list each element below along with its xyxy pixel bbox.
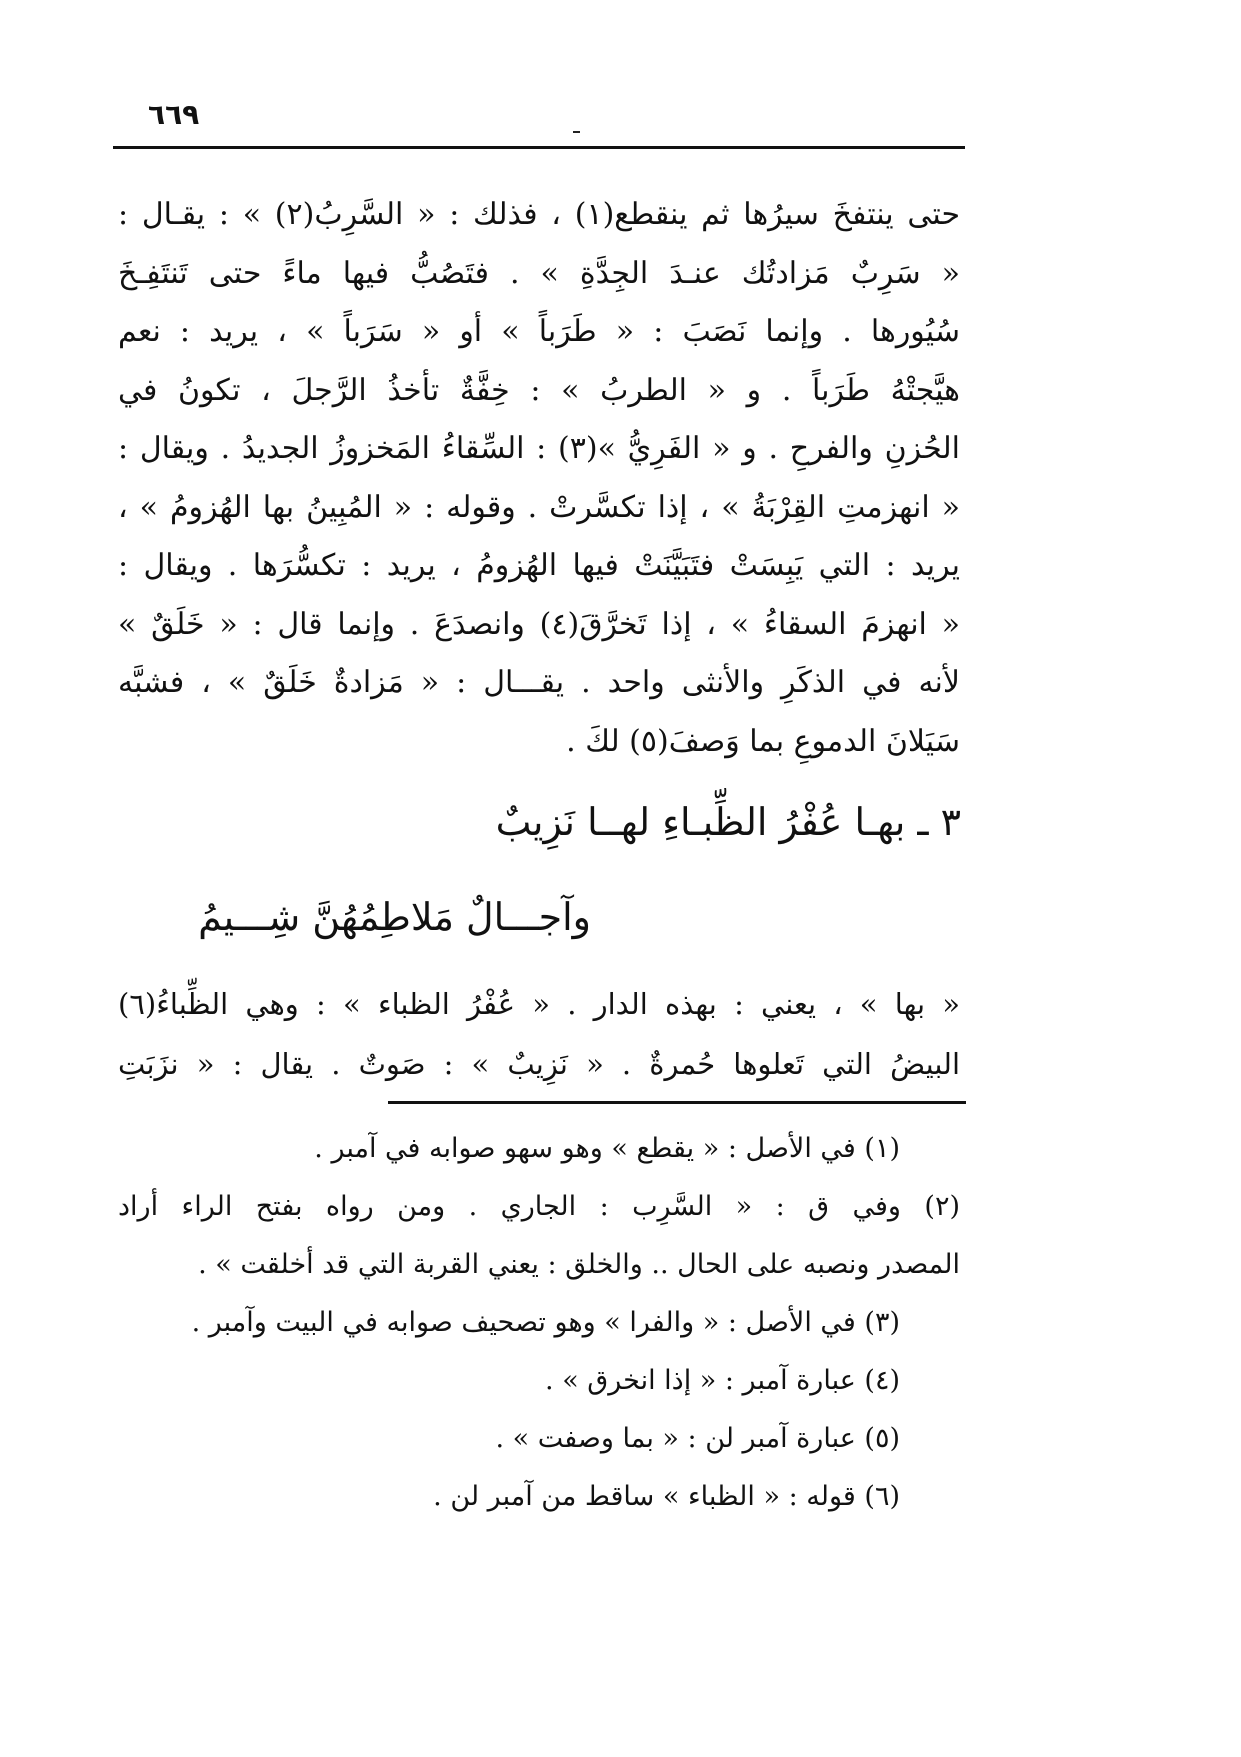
footnote: (٤) عبارة آمبر : « إذا انخرق » .	[545, 1365, 900, 1396]
footnote: (٥) عبارة آمبر لن : « بما وصفت » .	[495, 1423, 900, 1454]
text-line: « انهزمَ السقاءُ » ، إذا تَخرَّقَ(٤) وانصدَعَ . وإنما قال : « خَلَقٌ »	[118, 606, 960, 642]
text-line: سُيُورها . وإنما نَصَبَ : « طَرَباً » أو « سَرَباً » ، يريد : نعم	[118, 314, 960, 349]
footnote: (٦) قوله : « الظباء » ساقط من آمبر لن .	[433, 1481, 900, 1512]
footnote: (٣) في الأصل : « والفرا » وهو تصحيف صوابه في البيت وآمبر .	[191, 1307, 900, 1338]
text-line: « انهزمتِ القِرْبَةُ » ، إذا تكسَّرتْ . وقوله : « المُبِينُ بها الهُزومُ » ،	[118, 489, 960, 525]
footnotes	[118, 1120, 960, 1526]
page-number: ٦٦٩	[148, 98, 200, 131]
verse-hemistich-first: ٣ ـ بهـا عُفْرُ الظِّبـاءِ لهــا نَزِيبٌ	[495, 800, 961, 844]
main-text	[118, 186, 960, 771]
verse-hemistich-second: وآجـــالٌ مَلاطِمُهُنَّ شِـــيمُ	[198, 895, 591, 939]
text-line: حتى ينتفخَ سيرُها ثم ينقطع(١) ، فذلك : « السَّرِبُ(٢) » : يقـال :	[118, 197, 960, 232]
text-line: سَيَلانَ الدموعِ بما وَصفَ(٥) لكَ .	[566, 723, 960, 759]
footnote: (٢) وفي ق : « السَّرِب : الجاري . ومن رواه بفتح الراء أراد	[118, 1191, 960, 1222]
footnote-continuation: المصدر ونصبه على الحال .. والخلق : يعني القربة التي قد أخلقت » .	[198, 1249, 960, 1280]
footnote: (١) في الأصل : « يقطع » وهو سهو صوابه في آمبر .	[314, 1133, 900, 1164]
header-mark	[573, 131, 580, 133]
text-line: « سَرِبٌ مَزادتُك عنـدَ الجِدَّةِ » . فتَصُبُّ فيها ماءً حتى تَنتَفِـخَ	[118, 255, 960, 291]
text-line: لأنه في الذكَرِ والأنثى واحد . يقـــال : « مَزادةٌ خَلَقٌ » ، فشبَّه	[118, 665, 960, 700]
commentary-line: « بها » ، يعني : بهذه الدار . « عُفْرُ الظباء » : وهي الظِّباءُ(٦)	[118, 987, 960, 1021]
commentary-line: البيضُ التي تَعلوها حُمرةٌ . « نَزِيبٌ » : صَوتٌ . يقال : « نزَبَتِ	[118, 1047, 960, 1081]
text-line: الحُزنِ والفرحِ . و « الفَرِيُّ »(٣) : السِّقاءُ المَخزوزُ الجديدُ . ويقال :	[118, 431, 960, 466]
footnote-rule	[388, 1101, 966, 1104]
text-line: هيَّجتْهُ طَرَباً . و « الطربُ » : خِفَّةٌ تأخذُ الرَّجلَ ، تكونُ في	[118, 372, 960, 408]
header-rule	[113, 146, 965, 149]
text-line: يريد : التي يَبِسَتْ فتَبَيَّنَتْ فيها الهُزومُ ، يريد : تكسُّرَها . ويقال :	[118, 548, 960, 583]
verse-commentary	[118, 974, 960, 1094]
